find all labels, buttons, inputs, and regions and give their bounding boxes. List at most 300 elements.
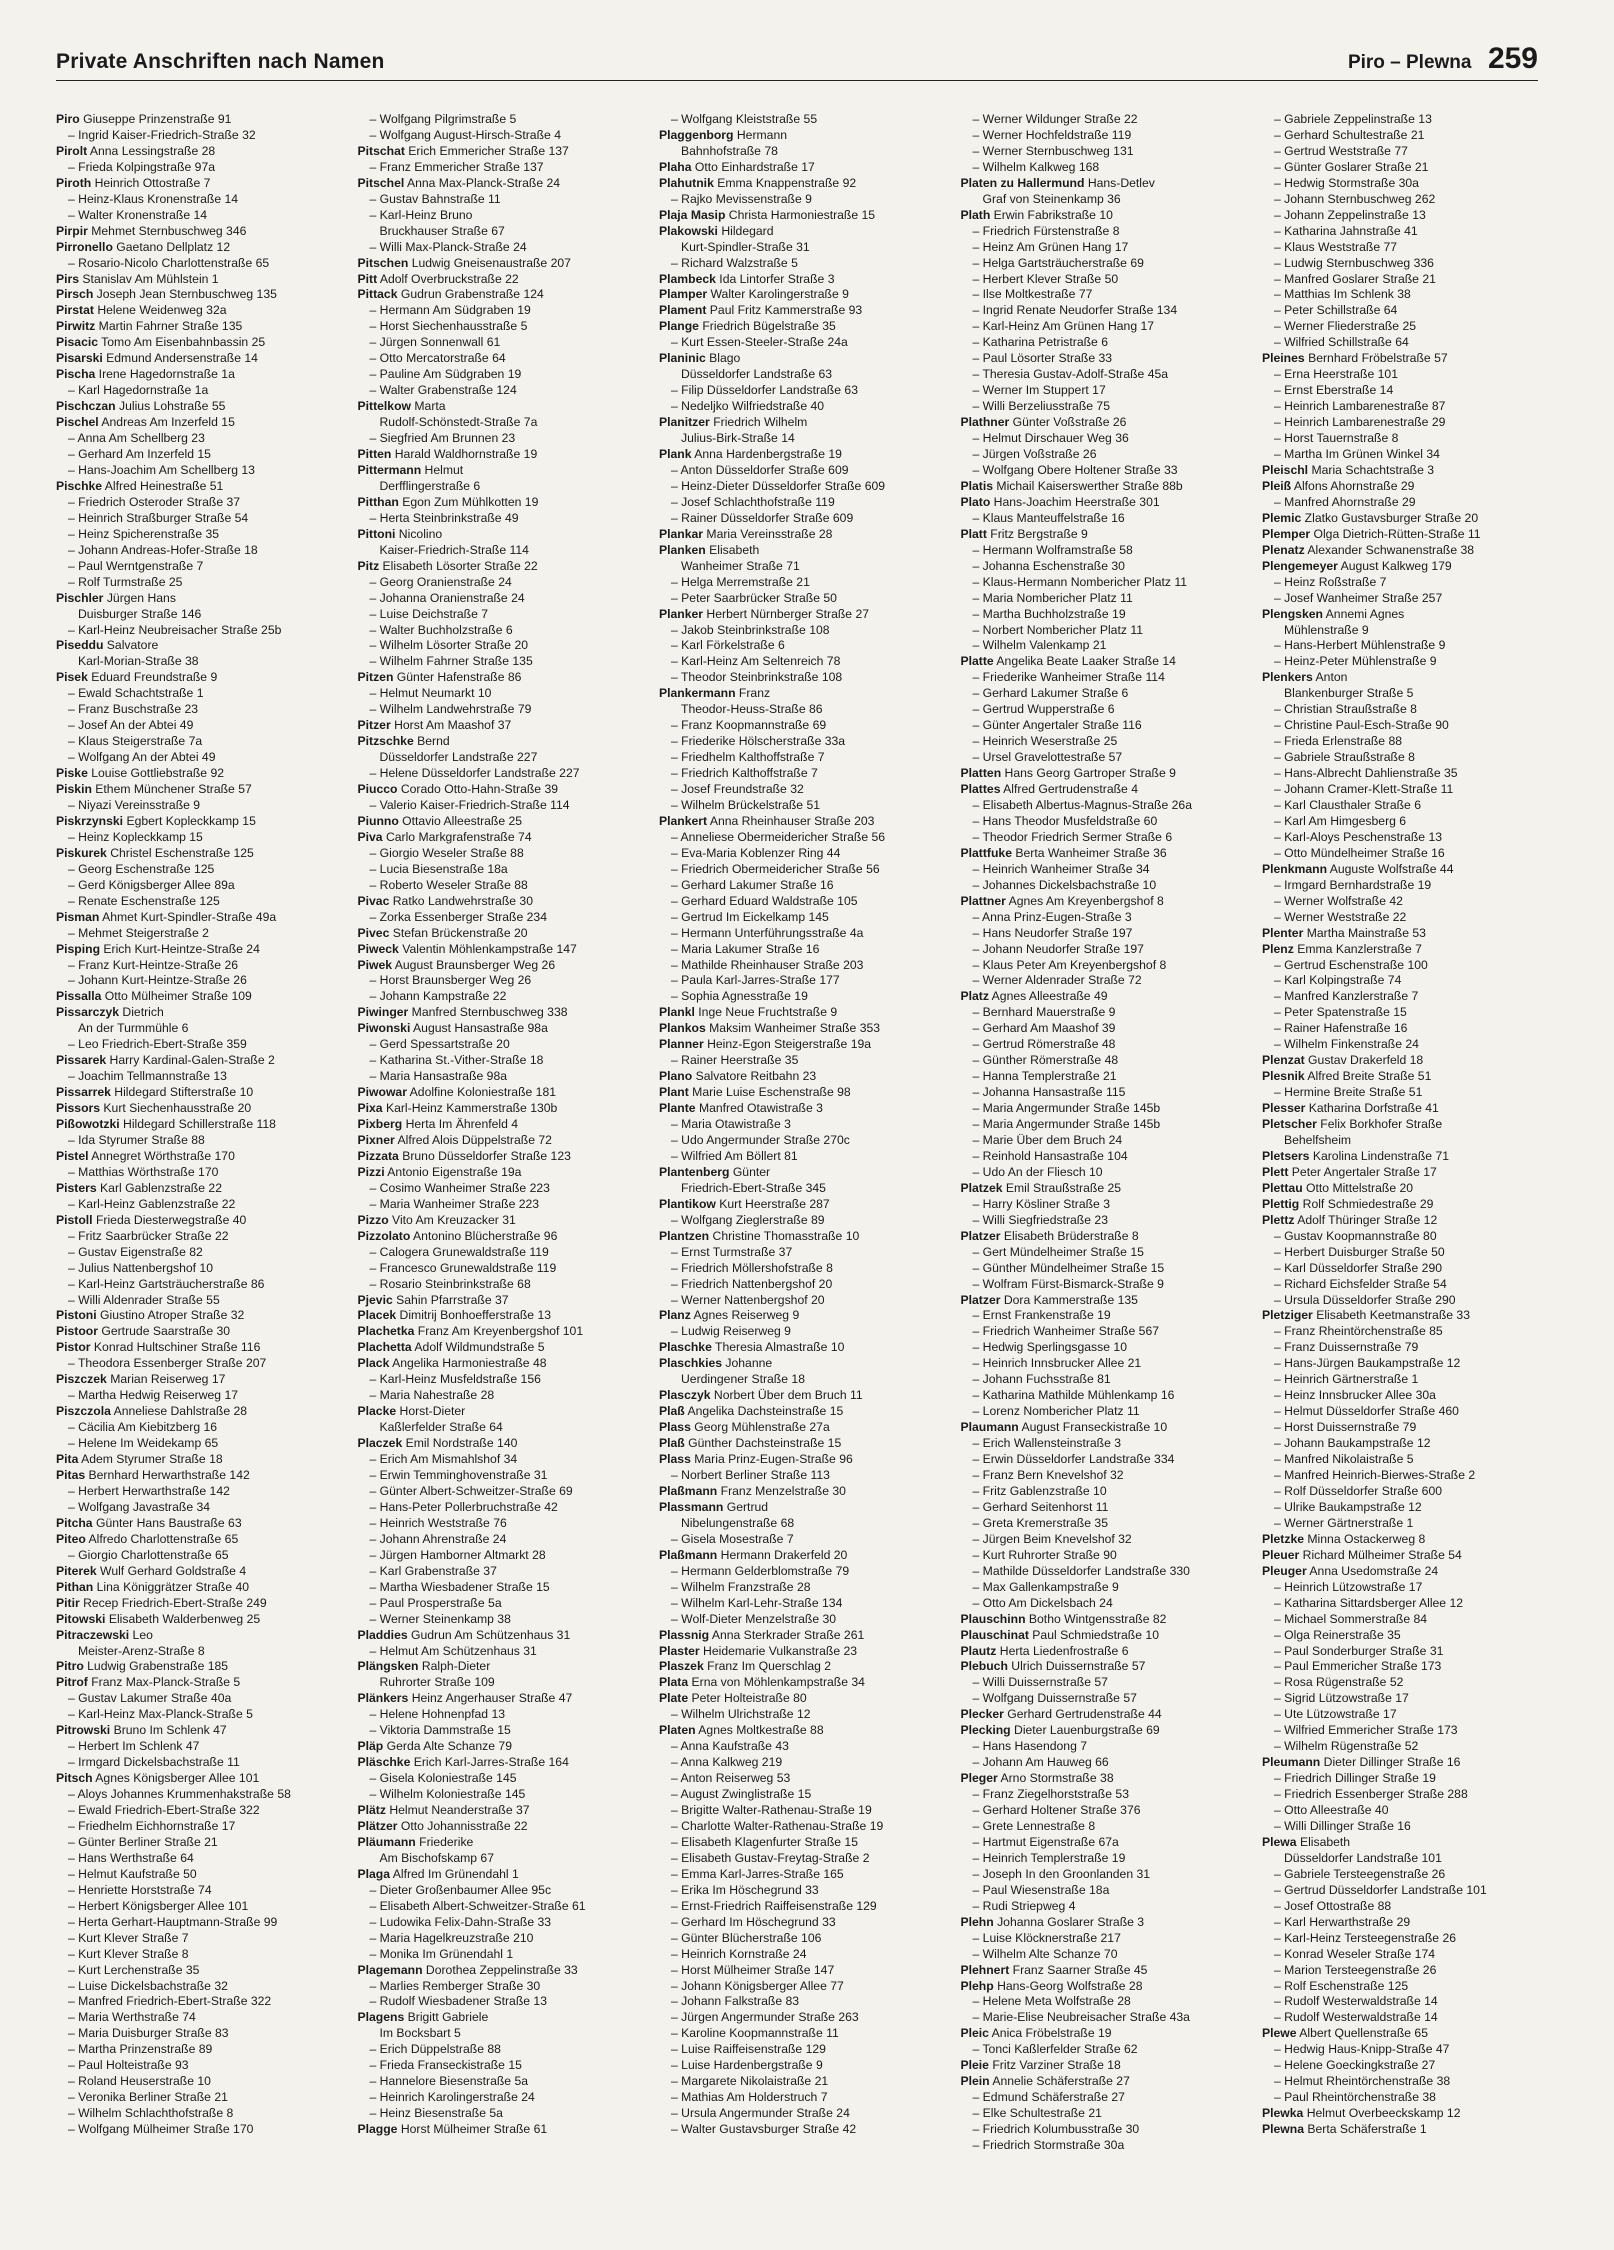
directory-sub-entry: – Heinrich Lambarenestraße 87: [1274, 399, 1446, 414]
directory-entry: [56, 1468, 332, 1484]
directory-sub-entry: – Jürgen Voßstraße 26: [972, 447, 1097, 462]
entry-surname: Plewka: [1262, 2106, 1304, 2121]
directory-sub-entry: – Luise Klöcknerstraße 217: [972, 1930, 1121, 1945]
entry-surname: Plankos: [659, 1021, 706, 1036]
directory-sub-entry: – Karl-Heinz Am Grünen Hang 17: [972, 319, 1155, 334]
directory-sub-entry: – Wolfgang August-Hirsch-Straße 4: [369, 127, 561, 142]
directory-entry: [961, 846, 1237, 862]
directory-sub-entry: – Renate Eschenstraße 125: [68, 893, 220, 908]
entry-details: Otto Mülheimer Straße 109: [101, 989, 252, 1004]
entry-surname: Pittoni: [357, 526, 396, 541]
entry-surname: Plautz: [960, 1643, 997, 1658]
directory-sub-entry: – Viktoria Dammstraße 15: [369, 1723, 511, 1738]
entry-surname: Plassmann: [659, 1499, 724, 1514]
entry-details: Ethem Münchener Straße 57: [91, 782, 252, 797]
entry-continuation: Blankenburger Straße 5: [1284, 686, 1414, 701]
directory-sub-entry: – Jakob Steinbrinkstraße 108: [671, 622, 830, 637]
directory-entry: [358, 830, 634, 846]
directory-sub-entry: – Kurt Klever Straße 7: [68, 1930, 189, 1945]
directory-sub-entry: – Klaus Steigerstraße 7a: [68, 734, 203, 749]
directory-sub-entry: – Rudolf Westerwaldstraße 14: [1274, 2010, 1438, 2025]
directory-entry: [1262, 2122, 1538, 2138]
directory-entry: [961, 1771, 1237, 1787]
directory-entry: [659, 1675, 935, 1691]
entry-details: Johanne: [722, 1356, 773, 1371]
directory-entry: [56, 1771, 332, 1787]
directory-sub-entry: – Marie-Elise Neubreisacher Straße 43a: [972, 2010, 1190, 2025]
entry-surname: Pitro: [56, 1659, 84, 1674]
directory-entry: [358, 718, 634, 734]
directory-sub-entry: – Pauline Am Südgraben 19: [369, 367, 522, 382]
directory-sub-entry: – Franz Emmericher Straße 137: [369, 159, 544, 174]
directory-entry: [659, 415, 935, 431]
directory-sub-entry: – Rainer Heerstraße 35: [671, 1053, 799, 1068]
directory-sub-entry: – Ludwig Reiserweg 9: [671, 1324, 791, 1339]
directory-sub-entry: – Wilhelm Brückelstraße 51: [671, 797, 821, 812]
entry-details: Helmut: [421, 462, 464, 477]
entry-continuation: Im Bocksbart 5: [379, 2026, 461, 2041]
entry-details: Norbert Über dem Bruch 11: [710, 1388, 863, 1403]
entry-surname: Pischa: [56, 367, 96, 382]
directory-sub-entry: – Veronika Berliner Straße 21: [68, 2090, 228, 2105]
entry-surname: Piucco: [357, 782, 398, 797]
directory-sub-entry: – Paul Emmericher Straße 173: [1274, 1659, 1442, 1674]
entry-surname: Pletsers: [1262, 1148, 1310, 1163]
directory-sub-entry: – Wilhelm Lösorter Straße 20: [369, 638, 528, 653]
directory-sub-entry: – Maria Lakumer Straße 16: [671, 941, 820, 956]
directory-sub-entry: – Eva-Maria Koblenzer Ring 44: [671, 845, 841, 860]
directory-entry: [1262, 2106, 1538, 2122]
entry-surname: Pizzi: [357, 1164, 385, 1179]
entry-details: Heinz-Egon Steigerstraße 19a: [703, 1037, 872, 1052]
directory-sub-entry: – Paul Wiesenstraße 18a: [972, 1882, 1110, 1897]
directory-entry: [358, 734, 634, 750]
directory-entry: [1262, 527, 1538, 543]
entry-details: Friederike: [415, 1834, 474, 1849]
entry-details: Bruno Düsseldorfer Straße 123: [398, 1148, 571, 1163]
directory-sub-entry: – Maria Angermunder Straße 145b: [972, 1101, 1161, 1116]
entry-surname: Plack: [357, 1356, 390, 1371]
directory-sub-entry: – Fritz Saarbrücker Straße 22: [68, 1228, 229, 1243]
directory-entry: [1262, 1564, 1538, 1580]
entry-continuation: Uerdingener Straße 18: [681, 1372, 805, 1387]
directory-columns: [56, 112, 1538, 2232]
entry-details: Friedrich Bügelstraße 35: [698, 319, 836, 334]
entry-surname: Pisman: [56, 909, 100, 924]
directory-sub-entry: – Ilse Moltkestraße 77: [972, 287, 1093, 302]
directory-sub-entry: – Gerhard Holtener Straße 376: [972, 1803, 1141, 1818]
entry-surname: Pitschat: [357, 143, 405, 158]
entry-surname: Plaszek: [659, 1659, 704, 1674]
directory-sub-entry: – Valerio Kaiser-Friedrich-Straße 114: [369, 797, 570, 812]
directory-sub-entry: – Klaus Weststraße 77: [1274, 239, 1398, 254]
directory-entry: [961, 1293, 1237, 1309]
entry-details: Wulf Gerhard Goldstraße 4: [96, 1563, 247, 1578]
entry-surname: Pittermann: [357, 462, 422, 477]
directory-entry: [358, 1628, 634, 1644]
directory-sub-entry: – Erika Im Höschegrund 33: [671, 1882, 819, 1897]
directory-sub-entry: – Karl Grabenstraße 37: [369, 1563, 497, 1578]
entry-surname: Plenzat: [1262, 1053, 1305, 1068]
directory-entry: [659, 1037, 935, 1053]
directory-sub-entry: – Elisabeth Klagenfurter Straße 15: [671, 1834, 858, 1849]
directory-sub-entry: – Gert Mündelheimer Straße 15: [972, 1244, 1144, 1259]
directory-sub-entry: – Hermann Unterführungsstraße 4a: [671, 925, 864, 940]
entry-surname: Plaster: [659, 1643, 700, 1658]
entry-surname: Pixa: [357, 1101, 383, 1116]
directory-sub-entry: – Luise Raiffeisenstraße 129: [671, 2042, 826, 2057]
entry-surname: Plante: [659, 1101, 696, 1116]
directory-sub-entry: – Margarete Nikolaistraße 21: [671, 2074, 829, 2089]
entry-continuation: Duisburger Straße 146: [78, 606, 202, 621]
directory-sub-entry: – Helga Gartsträucherstraße 69: [972, 255, 1144, 270]
directory-entry: [659, 1484, 935, 1500]
entry-surname: Piwonski: [357, 1021, 411, 1036]
entry-surname: Pißowotzki: [56, 1117, 120, 1132]
entry-details: Heinz Angerhauser Straße 47: [408, 1691, 573, 1706]
entry-surname: Pizzata: [357, 1148, 399, 1163]
entry-surname: Plein: [960, 2074, 990, 2089]
directory-entry: [358, 1213, 634, 1229]
directory-entry: [659, 1356, 935, 1372]
directory-entry: [358, 1963, 634, 1979]
entry-surname: Plantenberg: [659, 1164, 730, 1179]
entry-continuation: Derfflingerstraße 6: [379, 478, 481, 493]
directory-sub-entry: – Heinrich Weststraße 76: [369, 1515, 507, 1530]
entry-surname: Plattner: [960, 893, 1006, 908]
directory-entry: [358, 1867, 634, 1883]
directory-entry: [56, 1101, 332, 1117]
directory-sub-entry: – Werner Sternbuschweg 131: [972, 143, 1134, 158]
entry-surname: Pisters: [56, 1180, 97, 1195]
directory-entry: [56, 1213, 332, 1229]
directory-sub-entry: – Karl-Heinz Gartsträucherstraße 86: [68, 1276, 265, 1291]
directory-sub-entry: – Franz Buschstraße 23: [68, 702, 199, 717]
entry-surname: Pistoni: [56, 1308, 97, 1323]
directory-entry: [358, 1436, 634, 1452]
directory-sub-entry: – Gabriele Tersteegenstraße 26: [1274, 1866, 1446, 1881]
entry-surname: Pladdies: [357, 1627, 408, 1642]
directory-entry: [358, 527, 634, 543]
directory-sub-entry: – Johanna Hansastraße 115: [972, 1085, 1126, 1100]
entry-surname: Pleie: [960, 2058, 989, 2073]
entry-surname: Piske: [56, 766, 88, 781]
entry-surname: Plass: [659, 1452, 691, 1467]
entry-details: Angelika Dachsteinstraße 15: [684, 1404, 844, 1419]
directory-sub-entry: – Emma Karl-Jarres-Straße 165: [671, 1866, 844, 1881]
directory-sub-entry: – Greta Kremerstraße 35: [972, 1515, 1108, 1530]
name-range: Piro – Plewna: [1347, 52, 1472, 73]
entry-details: Hermann: [733, 127, 787, 142]
entry-details: Annelie Schäferstraße 27: [989, 2074, 1130, 2089]
directory-sub-entry: – Gerhard Schultestraße 21: [1274, 127, 1425, 142]
directory-sub-entry: – Georg Oranienstraße 24: [369, 574, 512, 589]
directory-entry: [961, 1229, 1237, 1245]
directory-sub-entry: – Martha Im Grünen Winkel 34: [1274, 447, 1440, 462]
directory-entry: [659, 1005, 935, 1021]
directory-entry: [659, 160, 935, 176]
directory-sub-entry: – Manfred Nikolaistraße 5: [1274, 1452, 1414, 1467]
entry-surname: Pittelkow: [357, 399, 411, 414]
entry-continuation: Wanheimer Straße 71: [681, 558, 800, 573]
directory-sub-entry: – Hermine Breite Straße 51: [1274, 1085, 1423, 1100]
directory-sub-entry: – Anna Kaufstraße 43: [671, 1739, 789, 1754]
directory-sub-entry: – Otto Alleestraße 40: [1274, 1803, 1389, 1818]
entry-details: Adem Styrumer Straße 18: [78, 1452, 223, 1467]
directory-sub-entry: – Horst Tauernstraße 8: [1274, 431, 1399, 446]
entry-surname: Plemic: [1262, 510, 1302, 525]
directory-entry: [56, 272, 332, 288]
directory-sub-entry: – Gerd Spessartstraße 20: [369, 1037, 510, 1052]
directory-sub-entry: – Johann Königsberger Allee 77: [671, 1978, 844, 1993]
entry-details: Maksim Wanheimer Straße 353: [705, 1021, 881, 1036]
directory-sub-entry: – Helmut Neumarkt 10: [369, 686, 492, 701]
directory-entry: [1262, 479, 1538, 495]
entry-details: Herta Liedenfrostraße 6: [996, 1643, 1129, 1658]
directory-entry: [961, 1963, 1237, 1979]
entry-surname: Pletzke: [1262, 1531, 1305, 1546]
entry-details: Gertrud: [723, 1499, 769, 1514]
directory-sub-entry: – Theresia Gustav-Adolf-Straße 45a: [972, 367, 1169, 382]
entry-surname: Plätzer: [357, 1818, 398, 1833]
directory-sub-entry: – Udo An der Fliesch 10: [972, 1164, 1103, 1179]
entry-surname: Plaßmann: [659, 1547, 718, 1562]
directory-sub-entry: – Gisela Mosestraße 7: [671, 1531, 794, 1546]
entry-details: Lina Königgrätzer Straße 40: [93, 1579, 250, 1594]
directory-entry: [659, 319, 935, 335]
directory-sub-entry: – Johann Cramer-Klett-Straße 11: [1274, 782, 1454, 797]
directory-entry: [56, 1053, 332, 1069]
entry-details: Gertrude Saarstraße 30: [97, 1324, 231, 1339]
directory-entry: [961, 1420, 1237, 1436]
directory-sub-entry: – Gertrud Im Eickelkamp 145: [671, 909, 829, 924]
directory-sub-entry: – Heinz Biesenstraße 5a: [369, 2106, 503, 2121]
directory-sub-entry: – Karl-Heinz Musfeldstraße 156: [369, 1372, 541, 1387]
directory-sub-entry: – Ursel Gravelottestraße 57: [972, 750, 1123, 765]
directory-sub-entry: – Johann Kampstraße 22: [369, 989, 507, 1004]
directory-entry: [56, 144, 332, 160]
directory-entry: [358, 1117, 634, 1133]
directory-entry: [1262, 1197, 1538, 1213]
directory-sub-entry: – Willi Berzeliusstraße 75: [972, 399, 1110, 414]
directory-sub-entry: – Heinz Innsbrucker Allee 30a: [1274, 1388, 1436, 1403]
directory-sub-entry: – Kurt Essen-Steeler-Straße 24a: [671, 335, 848, 350]
directory-sub-entry: – Otto Mercatorstraße 64: [369, 351, 506, 366]
directory-entry: [961, 654, 1237, 670]
directory-sub-entry: – Wolfram Fürst-Bismarck-Straße 9: [972, 1276, 1164, 1291]
entry-surname: Plenkers: [1262, 670, 1313, 685]
entry-surname: Plauschinn: [960, 1611, 1026, 1626]
directory-entry: [358, 144, 634, 160]
entry-details: Fritz Bergstraße 9: [986, 526, 1088, 541]
directory-entry: [56, 1372, 332, 1388]
directory-sub-entry: – Ingrid Renate Neudorfer Straße 134: [972, 303, 1178, 318]
entry-details: Edmund Andersenstraße 14: [102, 351, 258, 366]
entry-surname: Plehp: [960, 1978, 994, 1993]
directory-sub-entry: – Frieda Franseckistraße 15: [369, 2058, 522, 2073]
directory-sub-entry: – Werner Im Stuppert 17: [972, 383, 1106, 398]
entry-surname: Platte: [960, 654, 994, 669]
entry-continuation: Mühlenstraße 9: [1284, 622, 1369, 637]
entry-details: Egon Zum Mühlkotten 19: [398, 494, 539, 509]
directory-entry: [56, 591, 332, 607]
directory-entry: [358, 1101, 634, 1117]
directory-entry: [358, 926, 634, 942]
entry-details: Angelika Harmoniestraße 48: [389, 1356, 547, 1371]
directory-sub-entry: – Theodor Friedrich Sermer Straße 6: [972, 829, 1173, 844]
entry-details: Gerda Alte Schanze 79: [383, 1739, 512, 1754]
directory-entry: [56, 287, 332, 303]
directory-sub-entry: – Max Gallenkampstraße 9: [972, 1579, 1119, 1594]
directory-sub-entry: – Heinz-Peter Mühlenstraße 9: [1274, 654, 1437, 669]
directory-entry: [961, 1723, 1237, 1739]
directory-sub-entry: – Helene Düsseldorfer Landstraße 227: [369, 766, 580, 781]
entry-details: Irene Hagedornstraße 1a: [95, 367, 235, 382]
directory-sub-entry: – Karl-Aloys Peschenstraße 13: [1274, 829, 1442, 844]
entry-details: Otto Johannisstraße 22: [397, 1818, 528, 1833]
directory-sub-entry: – Johanna Eschenstraße 30: [972, 558, 1125, 573]
entry-details: Zlatko Gustavsburger Straße 20: [1301, 510, 1479, 525]
entry-details: Marta: [411, 399, 446, 414]
entry-details: Elisabeth Lösorter Straße 22: [379, 558, 538, 573]
directory-entry: [961, 415, 1237, 431]
directory-entry: [1262, 1069, 1538, 1085]
entry-details: Recep Friedrich-Ebert-Straße 249: [79, 1595, 267, 1610]
directory-sub-entry: – Gustav Lakumer Straße 40a: [68, 1691, 232, 1706]
entry-surname: Pissors: [56, 1101, 101, 1116]
directory-entry: [56, 479, 332, 495]
entry-details: Gustav Drakerfeld 18: [1304, 1053, 1424, 1068]
directory-entry: [56, 638, 332, 654]
directory-sub-entry: – Rainer Düsseldorfer Straße 609: [671, 510, 854, 525]
directory-entry: [659, 1197, 935, 1213]
directory-sub-entry: – Udo Angermunder Straße 270c: [671, 1133, 850, 1147]
directory-sub-entry: – Karl Kolpingstraße 74: [1274, 973, 1402, 988]
directory-sub-entry: – Dieter Großenbaumer Allee 95c: [369, 1882, 552, 1897]
entry-surname: Pleuer: [1262, 1547, 1300, 1562]
directory-sub-entry: – Walter Grabenstraße 124: [369, 383, 517, 398]
entry-details: Valentin Möhlenkampstraße 147: [398, 941, 577, 956]
entry-surname: Pissarczyk: [56, 1005, 120, 1020]
directory-sub-entry: – Heinrich Wanheimer Straße 34: [972, 861, 1150, 876]
directory-entry: [56, 1723, 332, 1739]
entry-surname: Pisacic: [56, 335, 99, 350]
directory-sub-entry: – Günter Berliner Straße 21: [68, 1834, 218, 1849]
directory-entry: [56, 1612, 332, 1628]
entry-continuation: Behelfsheim: [1284, 1133, 1352, 1147]
entry-surname: Plattes: [960, 782, 1001, 797]
entry-details: Emil Nordstraße 140: [402, 1436, 518, 1451]
directory-sub-entry: – Helmut Dirschauer Weg 36: [972, 431, 1129, 446]
directory-entry: [56, 1516, 332, 1532]
directory-sub-entry: – Johann Zeppelinstraße 13: [1274, 207, 1426, 222]
directory-sub-entry: – Siegfried Am Brunnen 23: [369, 431, 516, 446]
entry-details: Joseph Jean Sternbuschweg 135: [93, 287, 277, 302]
entry-surname: Pistoll: [56, 1212, 93, 1227]
entry-details: Hermann Drakerfeld 20: [717, 1547, 848, 1562]
entry-surname: Plaga: [357, 1866, 391, 1881]
entry-surname: Plenatz: [1262, 542, 1305, 557]
directory-entry: [358, 1755, 634, 1771]
entry-surname: Plewe: [1262, 2026, 1297, 2041]
directory-entry: [659, 1021, 935, 1037]
entry-details: Ratko Landwehrstraße 30: [389, 893, 533, 908]
entry-surname: Plaha: [659, 159, 692, 174]
entry-details: Michail Kaiserswerther Straße 88b: [993, 478, 1183, 493]
entry-surname: Plenkmann: [1262, 861, 1328, 876]
directory-entry: [659, 1229, 935, 1245]
directory-sub-entry: – Heinrich Templerstraße 19: [972, 1850, 1126, 1865]
entry-details: Egbert Kopleckkamp 15: [123, 813, 256, 828]
directory-entry: [961, 989, 1237, 1005]
directory-entry: [659, 543, 935, 559]
directory-sub-entry: – Gertrud Düsseldorfer Landstraße 101: [1274, 1882, 1487, 1897]
directory-entry: [56, 303, 332, 319]
entry-surname: Pirsch: [56, 287, 94, 302]
entry-surname: Piszczola: [56, 1404, 111, 1419]
entry-surname: Pizzo: [357, 1212, 389, 1227]
directory-sub-entry: – Herbert Königsberger Allee 101: [68, 1898, 249, 1913]
entry-details: Anna Max-Planck-Straße 24: [404, 175, 561, 190]
directory-sub-entry: – Johanna Oranienstraße 24: [369, 590, 525, 605]
directory-entry: [1262, 2026, 1538, 2042]
directory-sub-entry: – Herbert Im Schlenk 47: [68, 1739, 200, 1754]
directory-entry: [961, 1979, 1237, 1995]
directory-sub-entry: – Franz Bern Knevelshof 32: [972, 1468, 1124, 1483]
directory-entry: [56, 1085, 332, 1101]
entry-details: Antonino Blücherstraße 96: [410, 1228, 558, 1243]
entry-surname: Pixberg: [357, 1117, 403, 1132]
entry-surname: Plecker: [960, 1707, 1004, 1722]
page-header: [56, 40, 1538, 81]
entry-details: Hans-Georg Wolfstraße 28: [993, 1978, 1143, 1993]
directory-entry: [1262, 1117, 1538, 1133]
directory-entry: [56, 1308, 332, 1324]
directory-sub-entry: – Wolfgang Javastraße 34: [68, 1499, 211, 1514]
directory-sub-entry: – Gertrud Römerstraße 48: [972, 1037, 1116, 1052]
entry-details: Anneliese Dahlstraße 28: [110, 1404, 248, 1419]
directory-entry: [961, 2058, 1237, 2074]
directory-sub-entry: – Kurt Klever Straße 8: [68, 1946, 189, 1961]
directory-sub-entry: – Paul Prosperstraße 5a: [369, 1595, 502, 1610]
entry-details: Bernhard Fröbelstraße 57: [1304, 351, 1448, 366]
entry-details: Fritz Varziner Straße 18: [988, 2058, 1121, 2073]
directory-entry: [659, 1165, 935, 1181]
directory-sub-entry: – Karl-Heinz Max-Planck-Straße 5: [68, 1707, 253, 1722]
directory-sub-entry: – Johannes Dickelsbachstraße 10: [972, 877, 1157, 892]
directory-sub-entry: – Manfred Heinrich-Bierwes-Straße 2: [1274, 1468, 1476, 1483]
directory-sub-entry: – Mathilde Düsseldorfer Landstraße 330: [972, 1563, 1190, 1578]
directory-entry: [961, 782, 1237, 798]
entry-details: Gaetano Dellplatz 12: [112, 239, 231, 254]
directory-entry: [1262, 1149, 1538, 1165]
entry-details: Dimitrij Bonhoefferstraße 13: [396, 1308, 552, 1323]
entry-surname: Pitzen: [357, 670, 394, 685]
directory-entry: [358, 447, 634, 463]
entry-continuation: Rudolf-Schönstedt-Straße 7a: [379, 415, 538, 430]
entry-details: Alfred Heinestraße 51: [102, 478, 224, 493]
directory-entry: [659, 607, 935, 623]
directory-entry: [358, 463, 634, 479]
directory-sub-entry: – Leo Friedrich-Ebert-Straße 359: [68, 1037, 247, 1052]
directory-sub-entry: – Julius Nattenbergshof 10: [68, 1260, 213, 1275]
entry-details: Alfred Im Grünendahl 1: [390, 1866, 519, 1881]
entry-surname: Pissarek: [56, 1053, 107, 1068]
directory-entry: [961, 495, 1237, 511]
directory-entry: [56, 910, 332, 926]
entry-continuation: Kaßlerfelder Straße 64: [379, 1420, 503, 1435]
directory-sub-entry: – Karl Förkelstraße 6: [671, 638, 785, 653]
